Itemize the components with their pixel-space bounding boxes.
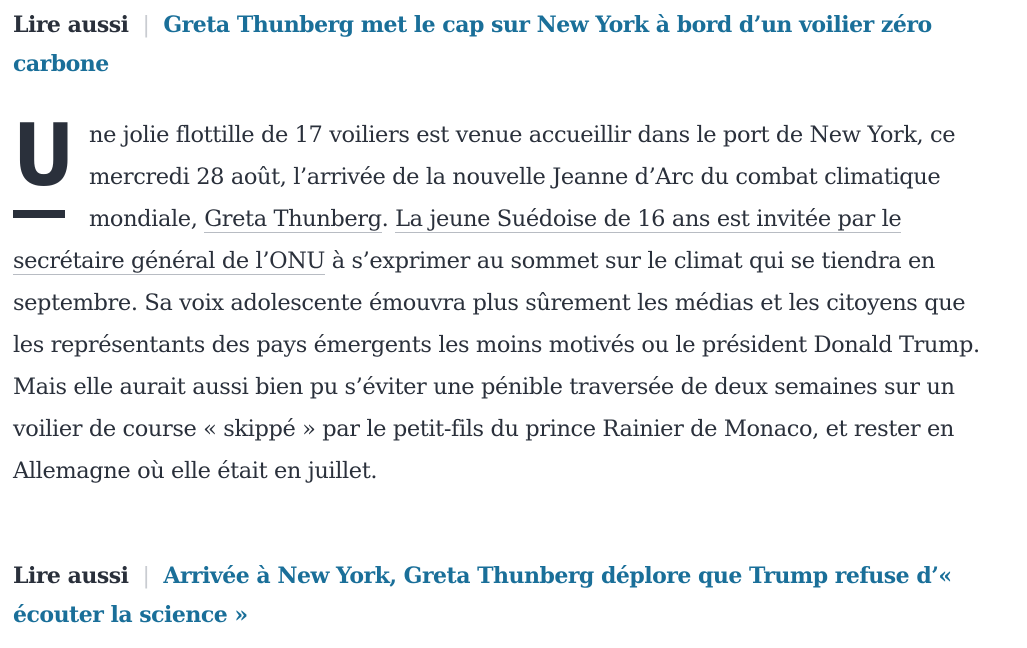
paragraph-text-end: à s’exprimer au sommet sur le climat qui se tiendra en septembre. Sa voix adolescente émouvra plus sûrement les médias et les citoyens que les représentants des pays émergents les moins motivés ou le président Donald Trump. Mais elle aurait aussi bien pu s’éviter une pénible traversée de deux semaines sur un voilier de course « skippé » par le petit-fils du prince Rainier de Monaco, et rester en Allemagne où elle était en juillet. xyxy=(13,248,980,484)
article-paragraph xyxy=(13,106,998,492)
drop-cap-underline xyxy=(13,210,65,218)
related-separator: | xyxy=(142,13,150,38)
related-article-link[interactable]: Greta Thunberg met le cap sur New York à bord d’un voilier zéro carbone xyxy=(13,12,932,77)
related-separator: | xyxy=(142,564,150,589)
drop-cap xyxy=(13,106,75,224)
onu-invitation-link[interactable]: La jeune Suédoise de 16 ans est invitée par le secrétaire général de l’ONU xyxy=(13,206,902,274)
greta-thunberg-link[interactable]: Greta Thunberg xyxy=(204,206,382,232)
paragraph-text-middle: . xyxy=(381,206,396,232)
drop-cap-letter: U xyxy=(13,106,75,206)
paragraph-text-start: ne jolie flottille de 17 voiliers est venue accueillir dans le port de New York, ce mercredi 28 août, l’arrivée de la nouvelle Jeanne d’Arc du combat climatique mondiale, xyxy=(89,122,956,232)
related-article-bottom xyxy=(13,557,1003,634)
related-article-link[interactable]: Arrivée à New York, Greta Thunberg déplore que Trump refuse d’« écouter la science » xyxy=(13,563,952,628)
related-label: Lire aussi xyxy=(13,563,129,589)
related-article-top xyxy=(13,6,1003,83)
related-label: Lire aussi xyxy=(13,12,129,38)
